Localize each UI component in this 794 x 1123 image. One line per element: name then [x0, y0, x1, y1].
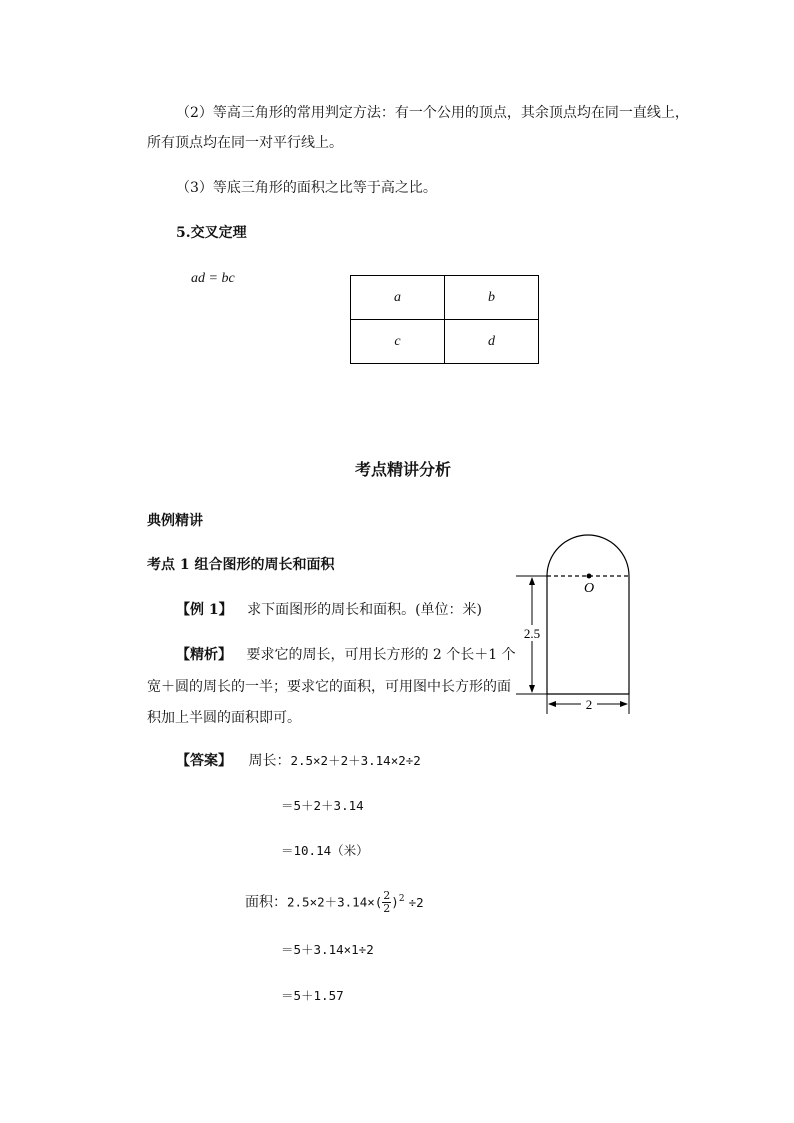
subsection-title: 典例精讲: [147, 513, 203, 529]
center-point: [587, 574, 592, 579]
topic-title: 考点 1 组合图形的周长和面积: [147, 557, 335, 573]
cross-table: [350, 275, 539, 364]
area-step-1-tail: ÷2: [408, 894, 424, 910]
area-exponent: 2: [398, 894, 405, 904]
cross-cell-a: a: [351, 276, 445, 320]
example-text: 求下面图形的周长和面积。(单位：米): [247, 602, 483, 618]
perimeter-step-2: ＝5＋2＋3.14: [281, 798, 364, 813]
example-label: 【例 1】: [176, 602, 233, 618]
area-fraction-denominator: 2: [383, 902, 391, 916]
area-label: 面积：: [245, 894, 287, 911]
area-fraction-numerator: 2: [383, 889, 391, 903]
area-step-3: ＝5＋1.57: [281, 988, 344, 1003]
section-5-title: 5.交叉定理: [176, 225, 247, 241]
center-label: O: [583, 581, 595, 596]
cross-cell-c: c: [351, 320, 445, 364]
composite-figure: [510, 528, 640, 723]
height-arrow-up: [529, 577, 535, 585]
figure-outline: [547, 535, 629, 694]
width-label: 2: [585, 697, 593, 712]
area-step-1-pre: 2.5×2＋3.14×(: [287, 894, 383, 910]
area-step-2: ＝5＋3.14×1÷2: [281, 942, 374, 957]
perimeter-label: 周长：: [248, 753, 291, 769]
area-step-1-post: ): [391, 894, 399, 910]
height-arrow-down: [529, 685, 535, 693]
width-arrow-left: [548, 701, 556, 707]
paragraph-2-line2: 所有顶点均在同一对平行线上。: [147, 135, 343, 151]
analysis-line2: 宽＋圆的周长的一半；要求它的面积，可用图中长方形的面: [147, 679, 511, 695]
cross-cell-b: b: [445, 276, 539, 320]
height-label: 2.5: [523, 626, 541, 641]
section-heading: 考点精讲分析: [355, 460, 452, 479]
paragraph-2-line1: （2）等高三角形的常用判定方法：有一个公用的顶点，其余顶点均在同一直线上，: [176, 105, 689, 121]
area-fraction: [382, 890, 391, 915]
perimeter-step-1: 2.5×2＋2＋3.14×2÷2: [290, 753, 421, 768]
analysis-label: 【精析】: [176, 647, 232, 663]
cross-cell-d: d: [445, 320, 539, 364]
paragraph-3: （3）等底三角形的面积之比等于高之比。: [176, 180, 437, 196]
cross-formula: ad = bc: [191, 271, 235, 286]
analysis-line1: 要求它的周长，可用长方形的 2 个长＋1 个: [246, 647, 516, 663]
answer-label: 【答案】: [176, 753, 232, 769]
perimeter-step-3: ＝10.14（米）: [281, 843, 369, 858]
analysis-line3: 积加上半圆的面积即可。: [147, 710, 301, 726]
width-arrow-right: [620, 701, 628, 707]
